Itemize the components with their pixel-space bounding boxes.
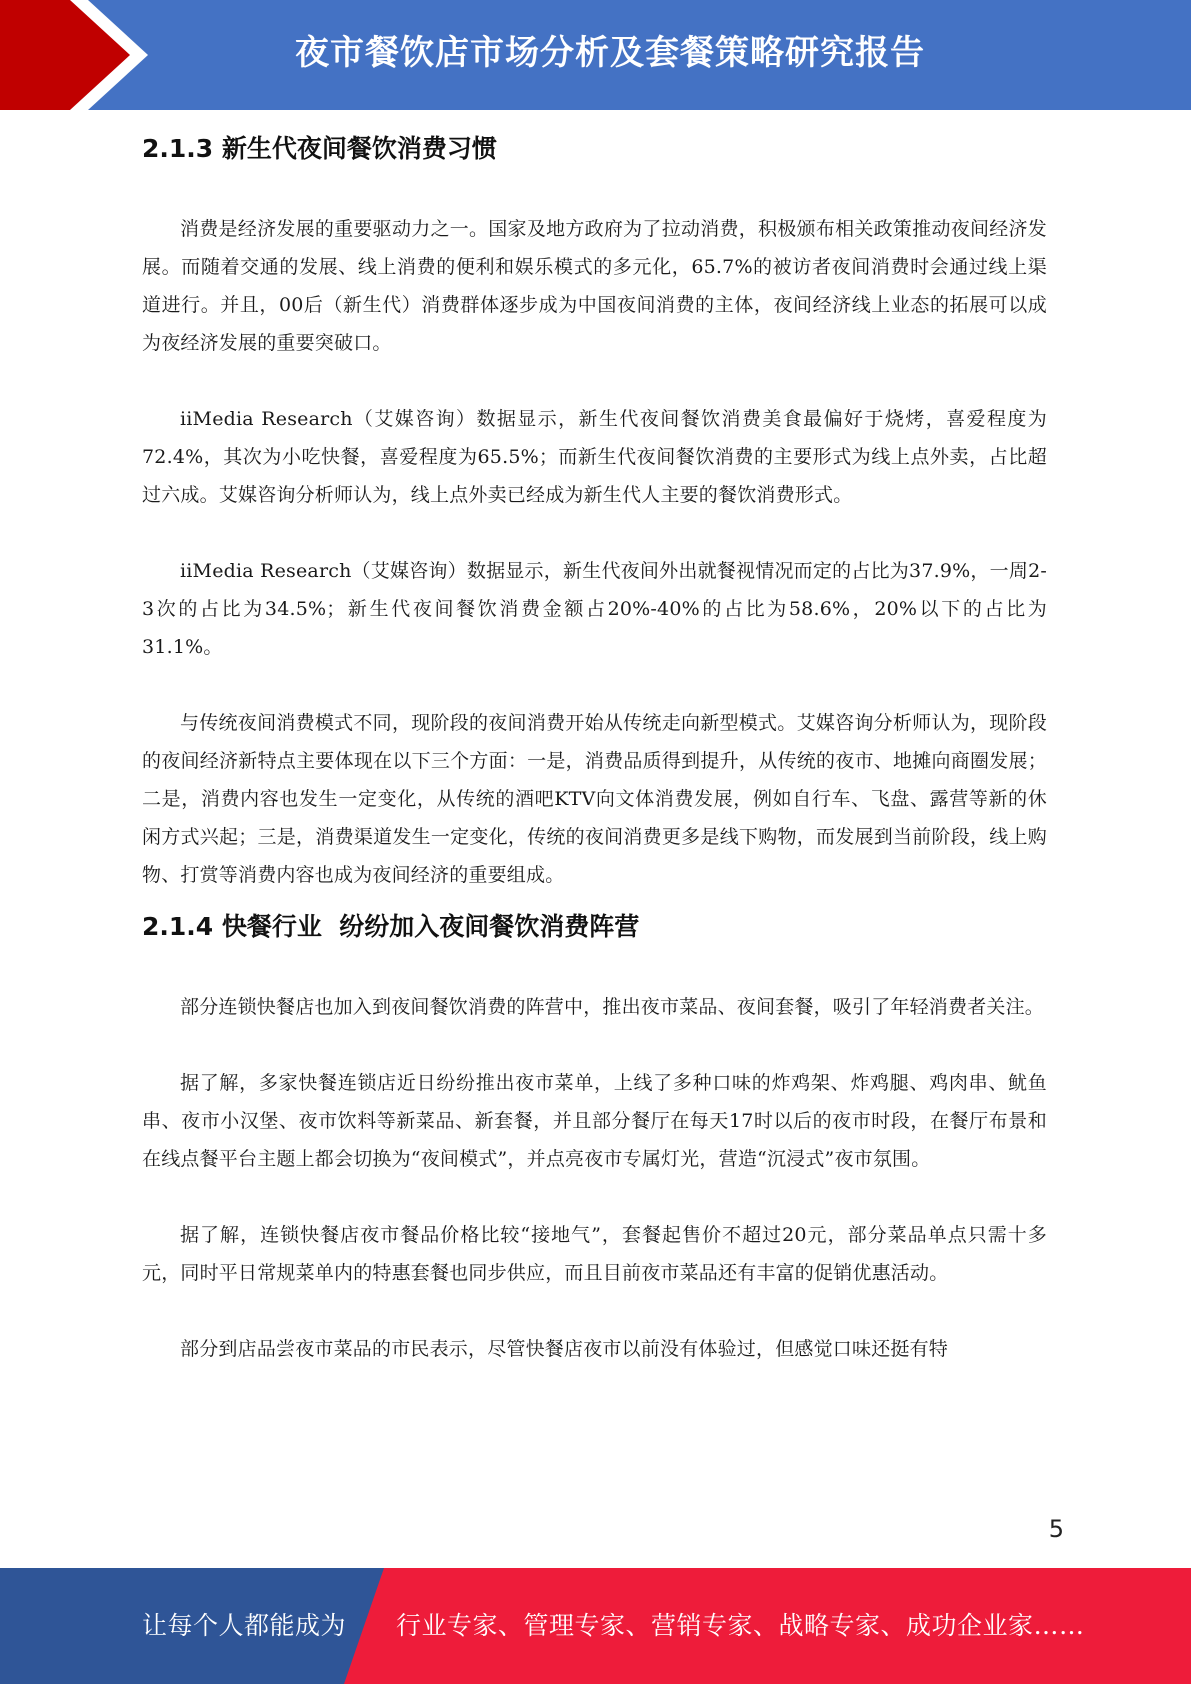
footer-banner	[0, 1568, 1191, 1684]
paragraph: iiMedia Research（艾媒咨询）数据显示，新生代夜间外出就餐视情况而定的占比为37.9%，一周2-3次的占比为34.5%；新生代夜间餐饮消费金额占20%-40%的占比为58.6%，20%以下的占比为31.1%。	[142, 560, 1047, 658]
paragraph: 据了解，连锁快餐店夜市餐品价格比较“接地气”，套餐起售价不超过20元，部分菜品单点只需十多元，同时平日常规菜单内的特惠套餐也同步供应，而且目前夜市菜品还有丰富的促销优惠活动。	[142, 1224, 1047, 1284]
footer-slogan-left: 让每个人都能成为	[142, 1611, 347, 1640]
page-number: 5	[1048, 1515, 1064, 1543]
section-heading: 2.1.3 新生代夜间餐饮消费习惯	[142, 134, 497, 163]
page-content	[142, 130, 1047, 1368]
footer-slogan-right: 行业专家、管理专家、营销专家、战略专家、成功企业家……	[396, 1611, 1085, 1640]
report-title: 夜市餐饮店市场分析及套餐策略研究报告	[295, 33, 925, 73]
header-banner	[0, 0, 1191, 110]
paragraph: 部分连锁快餐店也加入到夜间餐饮消费的阵营中，推出夜市菜品、夜间套餐，吸引了年轻消费者关注。	[180, 996, 1045, 1018]
paragraph: 消费是经济发展的重要驱动力之一。国家及地方政府为了拉动消费，积极颁布相关政策推动夜间经济发展。而随着交通的发展、线上消费的便利和娱乐模式的多元化，65.7%的被访者夜间消费时会通过线上渠道进行。并且，00后（新生代）消费群体逐步成为中国夜间消费的主体，夜间经济线上业态的拓展可以成为夜经济发展的重要突破口。	[142, 218, 1047, 354]
paragraph: 据了解，多家快餐连锁店近日纷纷推出夜市菜单，上线了多种口味的炸鸡架、炸鸡腿、鸡肉串、鱿鱼串、夜市小汉堡、夜市饮料等新菜品、新套餐，并且部分餐厅在每天17时以后的夜市时段，在餐厅布景和在线点餐平台主题上都会切换为“夜间模式”，并点亮夜市专属灯光，营造“沉浸式”夜市氛围。	[142, 1072, 1047, 1170]
header-chevron-icon	[0, 0, 160, 110]
paragraph: 与传统夜间消费模式不同，现阶段的夜间消费开始从传统走向新型模式。艾媒咨询分析师认为，现阶段的夜间经济新特点主要体现在以下三个方面：一是，消费品质得到提升，从传统的夜市、地摊向商圈发展；二是，消费内容也发生一定变化，从传统的酒吧KTV向文体消费发展，例如自行车、飞盘、露营等新的休闲方式兴起；三是，消费渠道发生一定变化，传统的夜间消费更多是线下购物，而发展到当前阶段，线上购物、打赏等消费内容也成为夜间经济的重要组成。	[142, 712, 1047, 886]
paragraph: iiMedia Research（艾媒咨询）数据显示，新生代夜间餐饮消费美食最偏好于烧烤，喜爱程度为72.4%，其次为小吃快餐，喜爱程度为65.5%；而新生代夜间餐饮消费的主要形式为线上点外卖，占比超过六成。艾媒咨询分析师认为，线上点外卖已经成为新生代人主要的餐饮消费形式。	[142, 408, 1047, 506]
section-heading: 2.1.4 快餐行业 纷纷加入夜间餐饮消费阵营	[142, 912, 640, 941]
paragraph: 部分到店品尝夜市菜品的市民表示，尽管快餐店夜市以前没有体验过，但感觉口味还挺有特	[180, 1338, 949, 1360]
